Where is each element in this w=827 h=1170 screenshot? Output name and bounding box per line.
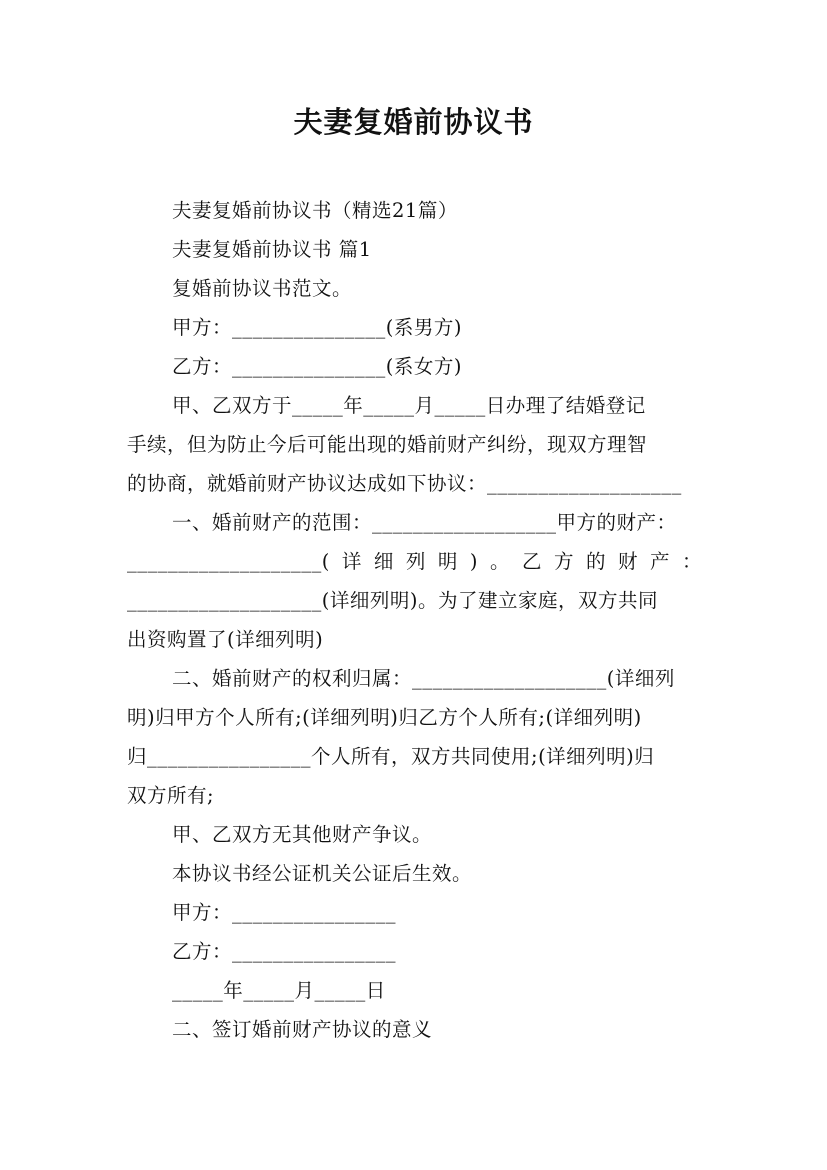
document-title: 夫妻复婚前协议书 [293,105,534,139]
clause-two-line: 二、婚前财产的权利归属：___________________(详细列 [172,667,675,690]
paragraph-line: 明)归甲方个人所有;(详细列明)归乙方个人所有;(详细列明) [127,706,642,729]
paragraph-line: ___________________(详细列明)。为了建立家庭，双方共同 [127,589,658,612]
subtitle-line: 夫妻复婚前协议书（精选21篇） [172,199,458,222]
clause-one-line: 一、婚前财产的范围：__________________甲方的财产： [172,511,677,534]
section-heading: 二、签订婚前财产协议的意义 [172,1018,433,1041]
party-a-signature: 甲方：________________ [172,901,397,924]
paragraph-line: 甲、乙双方无其他财产争议。 [172,823,433,846]
paragraph-line: 归________________个人所有，双方共同使用;(详细列明)归 [127,745,655,768]
party-a-line: 甲方：_______________(系男方) [172,316,462,339]
party-b-signature: 乙方：________________ [172,940,397,963]
paragraph-line: 双方所有; [127,784,215,807]
party-b-line: 乙方：_______________(系女方) [172,355,462,378]
date-line: _____年_____月_____日 [172,979,386,1002]
paragraph-line: 本协议书经公证机关公证后生效。 [172,862,473,885]
paragraph-line: 复婚前协议书范文。 [172,277,353,300]
paragraph-line: 手续，但为防止今后可能出现的婚前财产纠纷，现双方理智 [127,433,648,456]
paragraph-line: ___________________(详细列明)。乙方的财产： [127,550,702,573]
paragraph-line: 出资购置了(详细列明) [127,628,324,651]
section-heading: 夫妻复婚前协议书 篇1 [172,238,372,261]
paragraph-line: 的协商，就婚前财产协议达成如下协议：___________________ [127,472,682,495]
paragraph-line: 甲、乙双方于_____年_____月_____日办理了结婚登记 [172,394,646,417]
